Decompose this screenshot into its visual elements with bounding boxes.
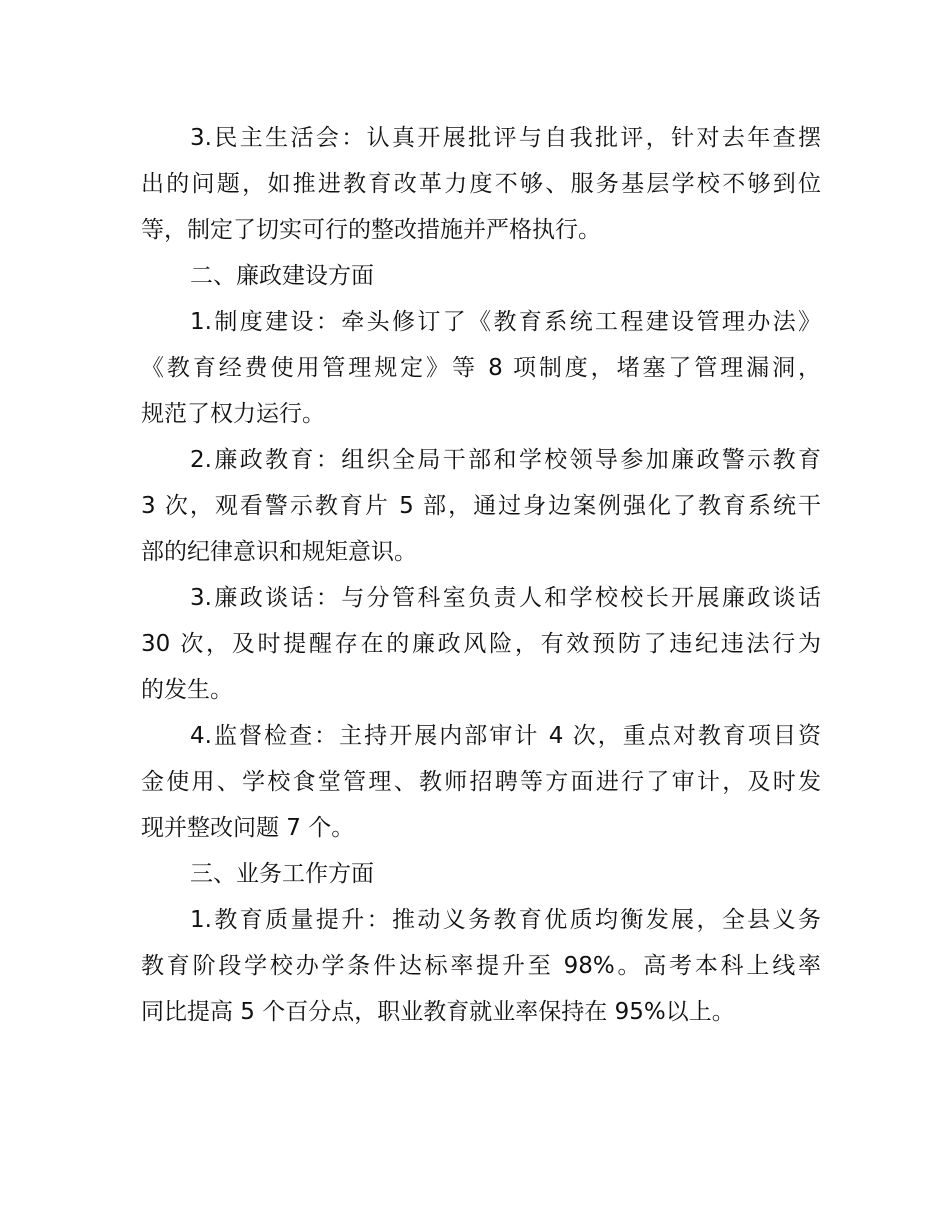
paragraph-quality-improvement-line-3: 同比提高 5 个百分点，职业教育就业率保持在 95%以上。 — [141, 999, 735, 1025]
paragraph-quality-improvement-line-2: 教育阶段学校办学条件达标率提升至 98%。高考本科上线率 — [141, 953, 821, 979]
paragraph-democratic-meeting-line-2: 出的问题，如推进教育改革力度不够、服务基层学校不够到位 — [141, 171, 821, 197]
paragraph-system-building-line-1: 1.制度建设：牵头修订了《教育系统工程建设管理办法》 — [190, 309, 821, 335]
paragraph-supervision-line-2: 金使用、学校食堂管理、教师招聘等方面进行了审计，及时发 — [141, 769, 821, 795]
paragraph-integrity-talks-line-2: 30 次，及时提醒存在的廉政风险，有效预防了违纪违法行为 — [141, 631, 821, 657]
paragraph-integrity-education-line-1: 2.廉政教育：组织全局干部和学校领导参加廉政警示教育 — [190, 447, 821, 473]
paragraph-quality-improvement-line-1: 1.教育质量提升：推动义务教育优质均衡发展，全县义务 — [190, 907, 821, 933]
paragraph-integrity-talks-line-3: 的发生。 — [141, 677, 233, 703]
section-heading-integrity: 二、廉政建设方面 — [190, 263, 374, 289]
paragraph-integrity-education-line-2: 3 次，观看警示教育片 5 部，通过身边案例强化了教育系统干 — [141, 493, 821, 519]
paragraph-system-building-line-2: 《教育经费使用管理规定》等 8 项制度，堵塞了管理漏洞， — [141, 355, 821, 381]
paragraph-supervision-line-3: 现并整改问题 7 个。 — [141, 815, 355, 841]
paragraph-system-building-line-3: 规范了权力运行。 — [141, 401, 325, 427]
section-heading-business-work: 三、业务工作方面 — [190, 861, 374, 887]
paragraph-democratic-meeting-line-3: 等，制定了切实可行的整改措施并严格执行。 — [141, 217, 601, 243]
paragraph-integrity-education-line-3: 部的纪律意识和规矩意识。 — [141, 539, 417, 565]
paragraph-supervision-line-1: 4.监督检查：主持开展内部审计 4 次，重点对教育项目资 — [190, 723, 821, 749]
paragraph-democratic-meeting-line-1: 3.民主生活会：认真开展批评与自我批评，针对去年查摆 — [190, 125, 821, 151]
paragraph-integrity-talks-line-1: 3.廉政谈话：与分管科室负责人和学校校长开展廉政谈话 — [190, 585, 821, 611]
